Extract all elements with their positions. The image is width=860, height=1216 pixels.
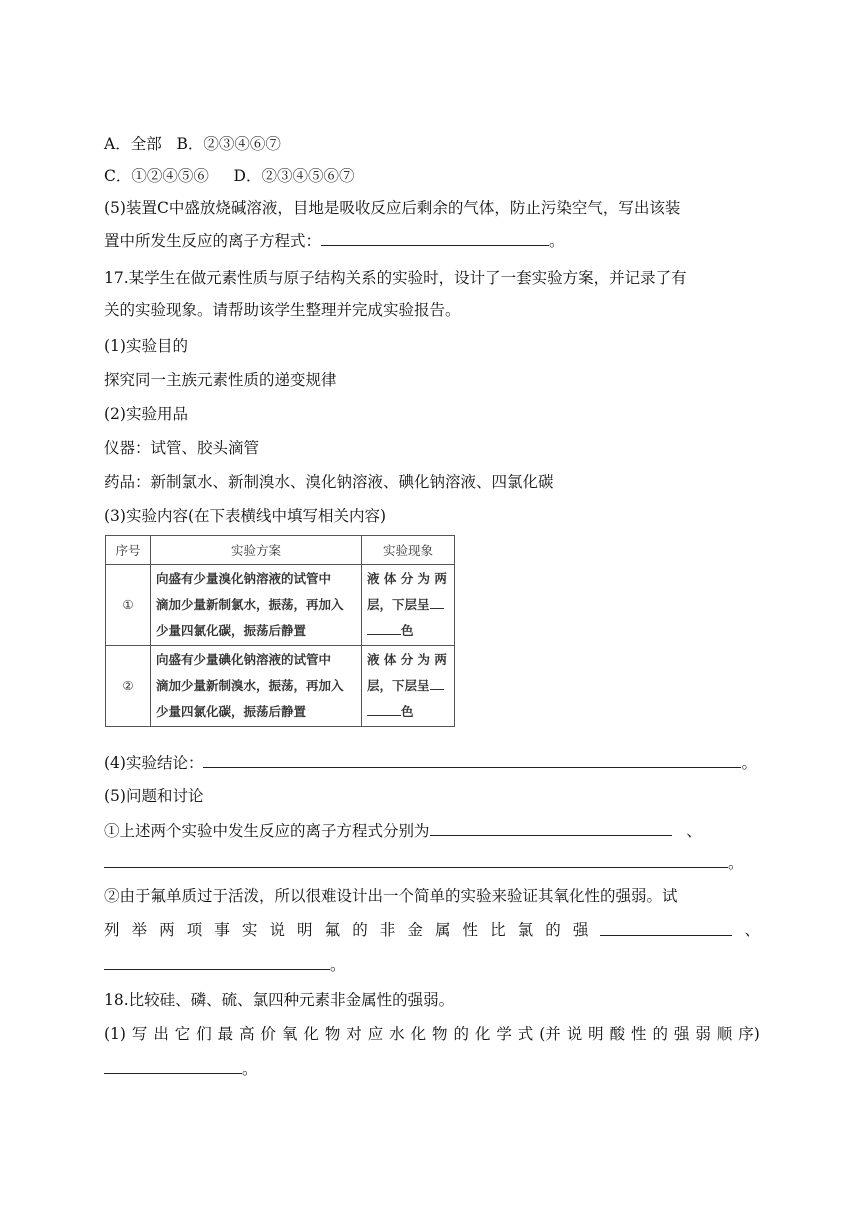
q16-option-b: B．②③④⑥⑦ [176,135,281,153]
char: 性 [462,921,479,939]
separator: 、 [686,822,702,840]
char: 事 [214,921,230,939]
plan-line: 向盛有少量溴化钠溶液的试管中 [156,571,332,586]
row-plan [151,646,362,727]
char: 氧 [281,1025,298,1043]
phenomenon-line: 层，下层呈 [367,592,449,618]
header-plan: 实验方案 [151,536,362,565]
char: 应 [367,1025,384,1043]
char: 出 [153,1025,169,1043]
period: 。 [728,854,744,872]
plan-line: 向盛有少量碘化钠溶液的试管中 [156,652,332,667]
char: 说 [269,921,285,939]
char: 属 [434,921,451,939]
char: 举 [131,921,148,939]
char: 化 [303,1025,319,1043]
char: 的 [545,921,561,939]
plan-line: 少量四氯化碳，振荡后静置 [156,704,307,719]
char: 水 [389,1025,405,1043]
char: 化 [474,1025,491,1043]
q18-stem: 18.比较硅、磷、硫、氯四种元素非金属性的强弱。 [104,991,455,1009]
char: 序) [738,1025,760,1043]
char: 式 [517,1025,534,1043]
char: 明 [588,1025,604,1043]
q17-d2-blank-1[interactable] [600,920,732,936]
phenomenon-line: 色 [367,699,449,725]
color-answer-blank[interactable] [367,622,401,635]
plan-line: 滴加少量新制溴水，振荡，再加入 [156,678,344,693]
q17-discussion-2-line2 [104,920,760,940]
q17-discussion-2-line3 [104,954,346,975]
color-answer-blank[interactable] [367,703,401,716]
color-blank-start[interactable] [430,596,444,609]
char: 写 [131,1025,148,1043]
q18-part1-blank[interactable] [104,1058,242,1074]
q17-d1-text: ①上述两个实验中发生反应的离子方程式分别为 [104,822,430,840]
char: 最 [217,1025,234,1043]
char: 实 [241,921,258,939]
char: 金 [407,921,423,939]
row-number: ② [106,646,151,727]
char: 比 [490,921,506,939]
char: 物 [324,1025,341,1043]
q17-d2-blank-2[interactable] [104,954,330,970]
color-blank-start[interactable] [430,677,444,690]
period: 。 [330,956,346,974]
char: 物 [432,1025,448,1043]
char: 弱 [695,1025,711,1043]
row-plan [151,565,362,646]
q17-instruments: 仪器：试管、胶头滴管 [104,439,260,457]
char: 性 [631,1025,647,1043]
char: 价 [260,1025,277,1043]
phenomenon-line: 色 [367,618,449,644]
q17-discussion-title: (5)问题和讨论 [104,787,204,805]
char: 列 [104,921,120,939]
q16-option-a: A．全部 [104,135,162,153]
period: 。 [741,754,757,772]
char: 高 [239,1025,255,1043]
q18-part1-line1 [104,1024,760,1044]
q17-supplies-title: (2)实验用品 [104,405,188,423]
char: 酸 [609,1025,626,1043]
phenomenon-line: 液 体 分 为 两 [367,571,447,586]
q17-stem-line2: 关的实验现象。请帮助该学生整理并完成实验报告。 [104,301,461,319]
char: 说 [566,1025,583,1043]
char: 的 [652,1025,668,1043]
q16-part5-line2 [104,230,565,251]
table-header-row [106,536,455,565]
char: 的 [453,1025,469,1043]
experiment-table [105,535,455,727]
char: 强 [673,1025,690,1043]
q17-discussion-1-cont [104,852,744,873]
q16-part5-prompt: 置中所发生反应的离子方程式： [104,232,322,250]
header-number: 序号 [106,536,151,565]
q17-purpose-text: 探究同一主族元素性质的递变规律 [104,371,337,389]
char: 化 [410,1025,427,1043]
q17-content-title: (3)实验内容(在下表横线中填写相关内容) [104,507,387,525]
q17-reagents: 药品：新制氯水、新制溴水、溴化钠溶液、碘化钠溶液、四氯化碳 [104,473,554,491]
q17-purpose-title: (1)实验目的 [104,337,188,355]
char: 对 [346,1025,362,1043]
char: 们 [196,1025,212,1043]
char: 明 [297,921,313,939]
q17-d1-blank-1[interactable] [430,820,672,836]
char: (并 [539,1025,561,1043]
period: 。 [242,1060,258,1078]
row-number: ① [106,565,151,646]
char: 的 [352,921,368,939]
char: 两 [159,921,175,939]
q16-options-row-2 [104,166,354,186]
char: 学 [496,1025,512,1043]
period: 。 [549,232,565,250]
row-phenomenon [362,646,455,727]
char: (1) [104,1025,126,1043]
char: 氯 [517,921,534,939]
q16-option-d: D．②③④⑤⑥⑦ [233,167,355,185]
q17-conclusion-label: (4)实验结论： [104,754,204,772]
char: 它 [174,1025,191,1043]
q17-discussion-2-line1: ②由于氟单质过于活泼，所以很难设计出一个简单的实验来验证其氧化性的强弱。试 [104,887,678,905]
q17-conclusion [104,752,757,773]
char: 非 [379,921,396,939]
phenomenon-line: 液 体 分 为 两 [367,652,447,667]
plan-line: 滴加少量新制氯水，振荡，再加入 [156,597,344,612]
table-row [106,646,455,727]
q17-stem-line1: 17.某学生在做元素性质与原子结构关系的实验时，设计了一套实验方案，并记录了有 [104,269,687,287]
q18-part1-line2 [104,1058,258,1079]
q17-conclusion-blank[interactable] [203,752,741,768]
header-phenomenon: 实验现象 [362,536,455,565]
char: 项 [186,921,203,939]
table-row [106,565,455,646]
q16-option-c: C．①②④⑤⑥ [104,167,209,185]
char: 强 [572,921,589,939]
separator: 、 [744,921,760,939]
q17-d1-blank-2[interactable] [104,852,728,868]
q16-part5-line1: (5)装置C中盛放烧碱溶液，目地是吸收反应后剩余的气体，防止污染空气，写出该装 [104,199,681,217]
q17-discussion-1 [104,820,702,841]
plan-line: 少量四氯化碳，振荡后静置 [156,623,307,638]
q16-options-row-1 [104,134,281,154]
char: 氟 [324,921,341,939]
row-phenomenon [362,565,455,646]
char: 顺 [716,1025,733,1043]
phenomenon-line: 层，下层呈 [367,673,449,699]
q16-part5-answer-blank[interactable] [321,230,549,246]
